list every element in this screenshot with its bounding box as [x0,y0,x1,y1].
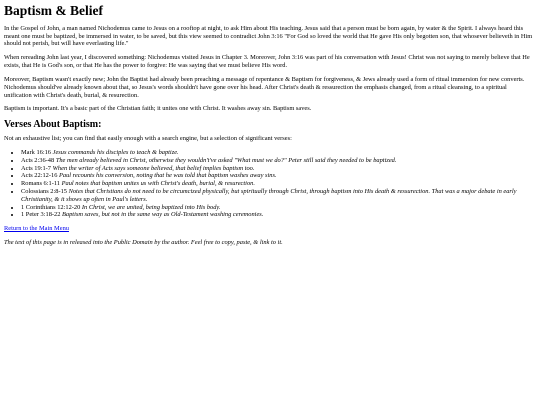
list-item [21,180,536,188]
list-item [21,172,536,180]
verses-intro: Not an exhaustive list; you can find that easily enough with a search engine, but a selection of significant verses: [4,135,292,143]
intro-paragraph: In the Gospel of John, a man named Nichodemus came to Jesus on a rooftop at night, to ask Him about His teaching. Jesus said that a person must be born again, by water & the Spirit. I always heard this meant one must be baptized, be immersed in water, to be saved, but this view seemed to contradict John 3:16 "For God so loved the world that He gave His only begotten son, that whosever believeth in Him should not perish, but will have everlasting life." [4,24,533,48]
discovery-paragraph: When rereading John last year, I discovered something: Nichodemus visited Jesus in Chapter 3. Moreover, John 3:16 was part of his conversation with Jesus! Christ was not saying to merely believe that He exists, that He is God's son, or that He has the power to forgive: He was saying that we must believe His word. [4,54,530,70]
list-item [21,157,536,165]
verse-reference: 1 Corinthians 12:12-20 [21,203,81,211]
verse-note: The men already believed in Christ, otherwise they wouldn't've asked "What must we do?" Peter still said they needed to be baptized. [55,156,397,164]
verse-note: Jesus commands his disciples to teach & baptize. [52,148,179,156]
list-item [21,165,536,173]
verse-reference: 1 Peter 3:18-22 [21,211,61,219]
footer-note: The text of this page is in released into the Public Domain by the author. Feel free to copy, paste, & link to it. [4,239,283,247]
list-item [21,188,536,204]
list-item [21,149,536,157]
return-link-paragraph [4,225,536,233]
verse-reference: Acts 22:12-16 [21,172,58,180]
verse-reference: Mark 16:16 [21,148,51,156]
return-to-main-menu-link[interactable]: Return to the Main Menu [4,225,69,233]
verse-reference: Acts 19:1-7 [21,164,51,172]
verses-list [4,149,536,219]
verse-note: When the writer of Acts says someone believed, that belief implies baptism too. [52,164,255,172]
verse-reference: Colossians 2:8-15 [21,188,67,196]
page-title: Baptism & Belief [4,3,103,18]
verse-note: Baptism saves, but not in the same way as Old-Testament washing ceremonies. [62,211,264,219]
verse-note: In Christ, we are united, being baptized into His body. [81,203,221,211]
summary-paragraph: Baptism is important. It's a basic part of the Christian faith; it unites one with Christ. It washes away sin. Baptism saves. [4,105,312,113]
list-item [21,204,536,212]
verse-reference: Acts 2:36-48 [21,156,55,164]
verse-reference: Romans 6:1-11 [21,180,60,188]
verse-note: Paul notes that baptism unites us with Christ's death, burial, & resurection. [61,180,255,188]
verse-note: Paul recounts his conversion, noting that he was told that baptism washes away sins. [59,172,277,180]
verses-heading: Verses About Baptism: [4,119,102,131]
list-item [21,211,536,219]
verse-note: Notes that Christians do not need to be circumcized physically, but spiritually through Christ, through baptism into His death & ressurection. That was a major debate in early Christianity, & it shows up often in Paul's letters. [21,188,517,203]
history-paragraph: Moreover, Baptism wasn't exactly new; John the Baptist had already been preaching a message of repentance & Baptism for forgiveness, & Jews already used a form of ritual immersion for new converts. Nichodemus should've already known about that, so Jesus's words shouldn't have gone over his head. After Christ's death & ressurection the emphasis changed, from a ritual cleansing, to a spiritual unification with Christ's death, burial, & resurection. [4,75,525,99]
